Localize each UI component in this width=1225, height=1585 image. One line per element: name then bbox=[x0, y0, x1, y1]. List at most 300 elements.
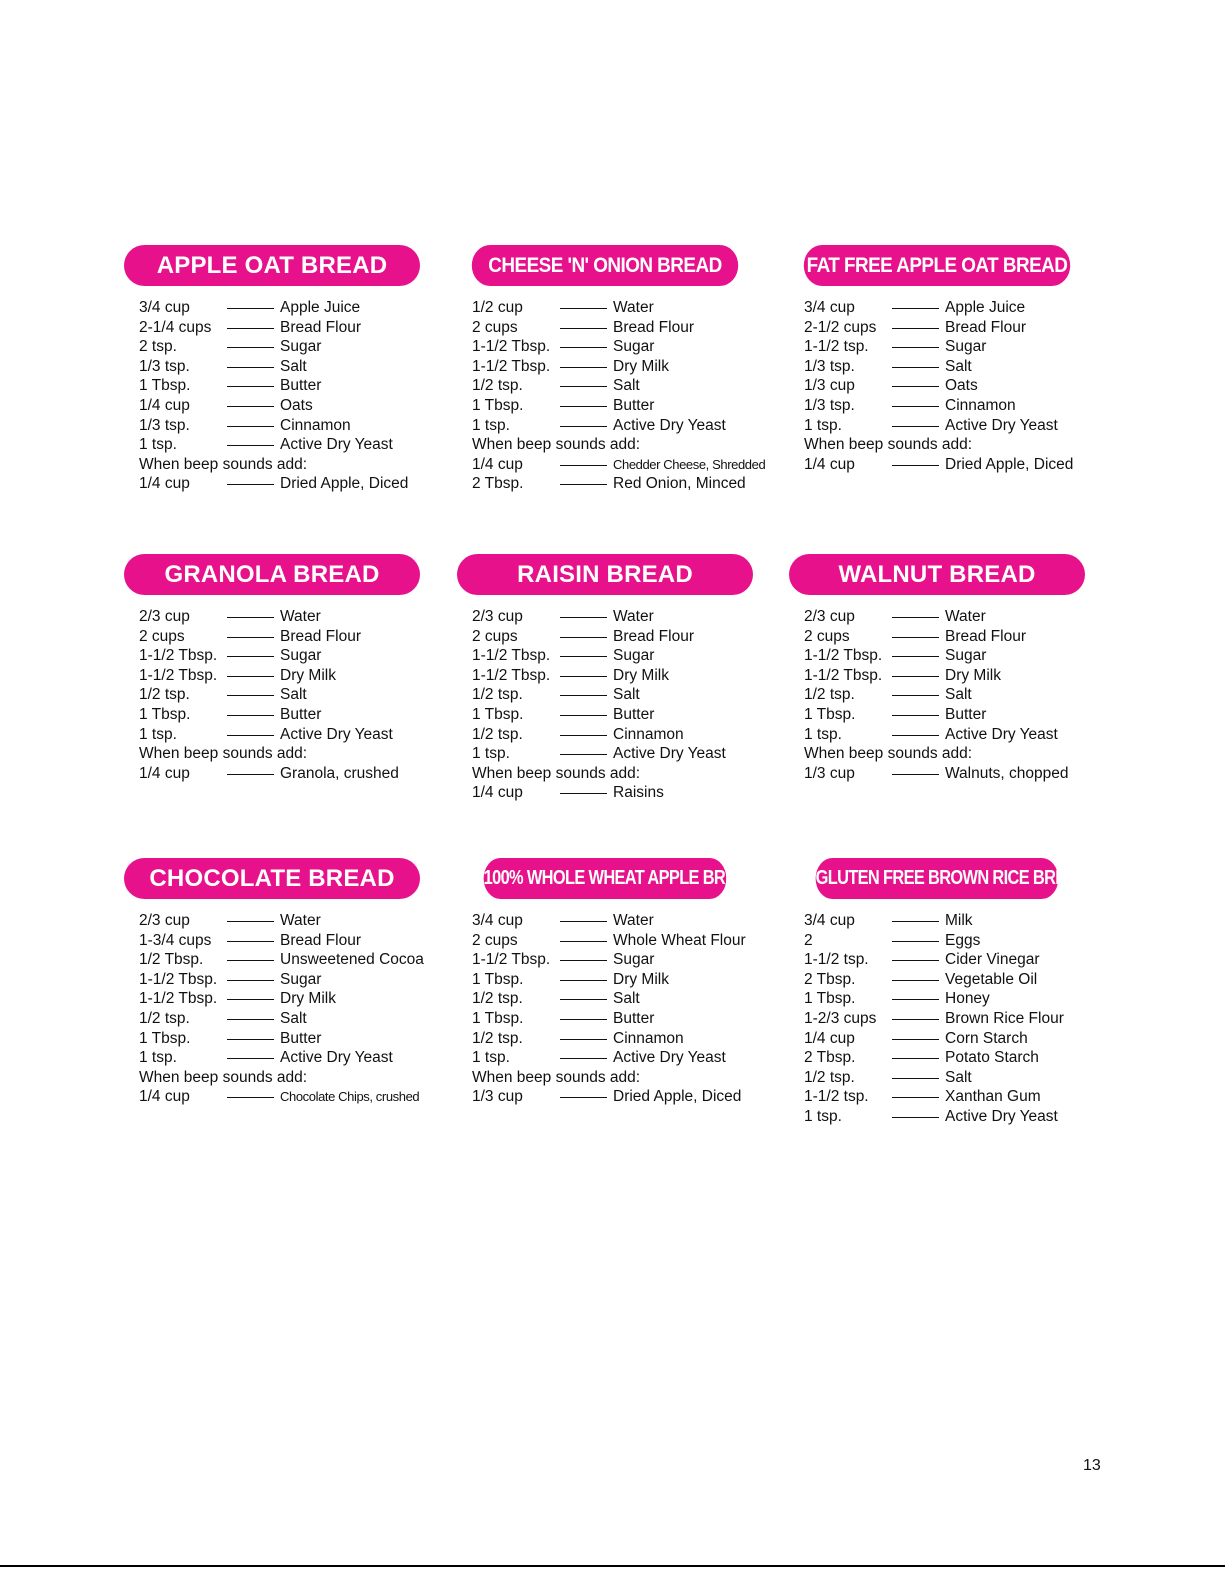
ingredient-list bbox=[139, 911, 424, 1107]
ingredient-name: Bread Flour bbox=[613, 627, 694, 645]
ingredient-name: Butter bbox=[280, 705, 322, 723]
ingredient-name: Salt bbox=[945, 357, 972, 375]
ingredient-quantity: 1-1/2 Tbsp. bbox=[139, 970, 218, 988]
leader-line bbox=[227, 367, 274, 368]
ingredient-row bbox=[804, 911, 1085, 931]
leader-line bbox=[560, 656, 607, 657]
ingredient-quantity: 2 cups bbox=[139, 627, 185, 645]
leader-line bbox=[892, 347, 939, 348]
ingredient-quantity: 1/3 cup bbox=[804, 764, 855, 782]
ingredient-quantity: 1 Tbsp. bbox=[472, 705, 524, 723]
leader-line bbox=[560, 999, 607, 1000]
leader-line bbox=[892, 426, 939, 427]
ingredient-row bbox=[804, 298, 1085, 318]
ingredient-name: Sugar bbox=[280, 970, 322, 988]
leader-line bbox=[227, 386, 274, 387]
leader-line bbox=[227, 999, 274, 1000]
ingredient-quantity: 1-1/2 Tbsp. bbox=[472, 951, 551, 969]
leader-line bbox=[892, 308, 939, 309]
ingredient-name: Corn Starch bbox=[945, 1029, 1028, 1047]
ingredient-quantity: 1/2 Tbsp. bbox=[139, 951, 204, 969]
ingredient-name: Active Dry Yeast bbox=[280, 436, 393, 454]
ingredient-name: Bread Flour bbox=[945, 627, 1026, 645]
ingredient-name: Granola, crushed bbox=[280, 764, 399, 782]
ingredient-name: Sugar bbox=[613, 647, 655, 665]
ingredient-row bbox=[472, 1087, 753, 1107]
ingredient-name: Salt bbox=[280, 686, 307, 704]
leader-line bbox=[892, 637, 939, 638]
ingredient-row bbox=[472, 989, 753, 1009]
ingredient-name: Dry Milk bbox=[613, 970, 669, 988]
ingredient-row bbox=[804, 1107, 1085, 1127]
recipe-walnut-bread bbox=[789, 554, 1085, 783]
ingredient-name: Salt bbox=[945, 1068, 972, 1086]
ingredient-quantity: 1 Tbsp. bbox=[139, 705, 191, 723]
ingredient-row bbox=[472, 970, 753, 990]
ingredient-quantity: 1 tsp. bbox=[472, 416, 510, 434]
leader-line bbox=[227, 406, 274, 407]
ingredient-name: Xanthan Gum bbox=[945, 1088, 1041, 1106]
ingredient-name: Walnuts, chopped bbox=[945, 764, 1069, 782]
leader-line bbox=[892, 774, 939, 775]
ingredient-row bbox=[804, 989, 1085, 1009]
recipe-cheese-n-onion-bread bbox=[457, 245, 766, 494]
ingredient-quantity: 1/3 cup bbox=[472, 1088, 523, 1106]
ingredient-name: Brown Rice Flour bbox=[945, 1009, 1064, 1027]
ingredient-row bbox=[804, 1068, 1085, 1088]
ingredient-name: Salt bbox=[280, 1009, 307, 1027]
ingredient-row bbox=[472, 783, 753, 803]
leader-line bbox=[560, 484, 607, 485]
recipe-title: CHOCOLATE BREAD bbox=[124, 858, 420, 899]
leader-line bbox=[227, 328, 274, 329]
ingredient-row bbox=[804, 666, 1085, 686]
ingredient-name: Cinnamon bbox=[613, 725, 684, 743]
ingredient-quantity: 1/2 tsp. bbox=[804, 1068, 855, 1086]
ingredient-name: Eggs bbox=[945, 931, 981, 949]
ingredient-quantity: 1-1/2 tsp. bbox=[804, 951, 869, 969]
ingredient-row bbox=[804, 931, 1085, 951]
page-bottom-rule bbox=[0, 1565, 1225, 1567]
leader-line bbox=[227, 735, 274, 736]
ingredient-name: Salt bbox=[613, 377, 640, 395]
ingredient-quantity: 1 Tbsp. bbox=[472, 396, 524, 414]
leader-line bbox=[227, 347, 274, 348]
ingredient-row bbox=[139, 911, 420, 931]
ingredient-quantity: 1 Tbsp. bbox=[804, 990, 856, 1008]
ingredient-row bbox=[139, 435, 420, 455]
ingredient-row bbox=[804, 646, 1085, 666]
leader-line bbox=[227, 941, 274, 942]
leader-line bbox=[560, 921, 607, 922]
recipe-granola-bread bbox=[124, 554, 420, 783]
ingredient-name: Active Dry Yeast bbox=[613, 416, 726, 434]
ingredient-quantity: 3/4 cup bbox=[472, 912, 523, 929]
recipe-raisin-bread bbox=[457, 554, 753, 803]
leader-line bbox=[560, 465, 607, 466]
ingredient-row bbox=[804, 337, 1085, 357]
ingredient-row bbox=[472, 357, 753, 377]
ingredient-row bbox=[139, 666, 420, 686]
ingredient-row bbox=[139, 416, 420, 436]
leader-line bbox=[227, 960, 274, 961]
ingredient-row bbox=[139, 931, 420, 951]
ingredient-name: Dry Milk bbox=[280, 990, 336, 1008]
ingredient-name: Sugar bbox=[280, 647, 322, 665]
ingredient-row bbox=[472, 911, 753, 931]
ingredient-row bbox=[139, 318, 420, 338]
ingredient-name: Salt bbox=[280, 357, 307, 375]
ingredient-name: Salt bbox=[613, 990, 640, 1008]
leader-line bbox=[227, 1097, 274, 1098]
leader-line bbox=[892, 1078, 939, 1079]
leader-line bbox=[227, 1039, 274, 1040]
leader-line bbox=[892, 656, 939, 657]
ingredient-row bbox=[804, 1087, 1085, 1107]
ingredient-quantity: 1/4 cup bbox=[139, 396, 190, 414]
ingredient-name: Butter bbox=[613, 705, 655, 723]
ingredient-row bbox=[139, 357, 420, 377]
ingredient-name: Cider Vinegar bbox=[945, 951, 1040, 969]
ingredient-name: Bread Flour bbox=[280, 627, 361, 645]
ingredient-quantity: 1 tsp. bbox=[804, 416, 842, 434]
ingredient-quantity: 1/3 tsp. bbox=[139, 416, 190, 434]
ingredient-row bbox=[472, 666, 753, 686]
ingredient-quantity: 3/4 cup bbox=[804, 299, 855, 316]
leader-line bbox=[227, 308, 274, 309]
ingredient-row bbox=[139, 725, 420, 745]
ingredient-row bbox=[472, 455, 766, 475]
ingredient-row bbox=[139, 474, 420, 494]
ingredient-list bbox=[472, 298, 766, 494]
ingredient-name: Active Dry Yeast bbox=[945, 1107, 1058, 1125]
ingredient-name: Water bbox=[613, 299, 654, 316]
ingredient-name: Butter bbox=[945, 705, 987, 723]
ingredient-row bbox=[472, 744, 753, 764]
ingredient-name: Dry Milk bbox=[613, 357, 669, 375]
ingredient-name: Cinnamon bbox=[945, 396, 1016, 414]
recipe-gluten-free-brown-rice-bread bbox=[789, 858, 1088, 1127]
ingredient-row bbox=[804, 376, 1085, 396]
ingredient-row bbox=[139, 1029, 420, 1049]
ingredient-name: Dry Milk bbox=[280, 666, 336, 684]
leader-line bbox=[560, 1019, 607, 1020]
ingredient-quantity: 1-1/2 Tbsp. bbox=[472, 647, 551, 665]
ingredient-name: Water bbox=[280, 608, 321, 625]
leader-line bbox=[892, 406, 939, 407]
ingredient-name: Water bbox=[613, 608, 654, 625]
leader-line bbox=[560, 347, 607, 348]
leader-line bbox=[227, 1019, 274, 1020]
ingredient-row bbox=[139, 298, 420, 318]
ingredient-row bbox=[804, 357, 1085, 377]
leader-line bbox=[227, 676, 274, 677]
ingredient-quantity: 2 Tbsp. bbox=[472, 475, 524, 493]
leader-line bbox=[227, 445, 274, 446]
ingredient-quantity: 2 Tbsp. bbox=[804, 1049, 856, 1067]
beep-note: When beep sounds add: bbox=[472, 764, 641, 782]
recipe-chocolate-bread bbox=[124, 858, 424, 1107]
ingredient-row bbox=[139, 1009, 420, 1029]
ingredient-row bbox=[804, 685, 1085, 705]
ingredient-quantity: 1 tsp. bbox=[472, 745, 510, 763]
ingredient-quantity: 2 cups bbox=[804, 627, 850, 645]
ingredient-list bbox=[804, 298, 1085, 474]
ingredient-name: Honey bbox=[945, 990, 990, 1008]
leader-line bbox=[227, 980, 274, 981]
ingredient-quantity: 1-1/2 Tbsp. bbox=[139, 990, 218, 1008]
ingredient-row bbox=[472, 474, 753, 494]
ingredient-name: Milk bbox=[945, 912, 973, 929]
ingredient-name: Apple Juice bbox=[945, 299, 1026, 316]
beep-note: When beep sounds add: bbox=[804, 436, 973, 454]
ingredient-row bbox=[804, 950, 1085, 970]
ingredient-row bbox=[472, 376, 753, 396]
ingredient-quantity: 1/2 tsp. bbox=[472, 686, 523, 704]
ingredient-quantity: 1-1/2 tsp. bbox=[804, 1088, 869, 1106]
ingredient-quantity: 1/4 cup bbox=[472, 455, 523, 473]
ingredient-quantity: 1/3 tsp. bbox=[804, 357, 855, 375]
ingredient-quantity: 1/2 tsp. bbox=[804, 686, 855, 704]
ingredient-name: Vegetable Oil bbox=[945, 970, 1038, 988]
ingredient-row bbox=[472, 931, 753, 951]
leader-line bbox=[892, 999, 939, 1000]
ingredient-row bbox=[804, 725, 1085, 745]
ingredient-row bbox=[472, 607, 753, 627]
ingredient-list bbox=[139, 607, 420, 783]
leader-line bbox=[892, 1117, 939, 1118]
ingredient-name: Red Onion, Minced bbox=[613, 475, 746, 493]
beep-note: When beep sounds add: bbox=[804, 745, 973, 763]
leader-line bbox=[892, 921, 939, 922]
leader-line bbox=[892, 386, 939, 387]
ingredient-quantity: 1/3 cup bbox=[804, 377, 855, 395]
leader-line bbox=[892, 695, 939, 696]
leader-line bbox=[227, 774, 274, 775]
ingredient-row bbox=[804, 607, 1085, 627]
ingredient-name: Chedder Cheese, Shredded bbox=[613, 456, 766, 472]
ingredient-row bbox=[139, 685, 420, 705]
ingredient-quantity: 1-1/2 Tbsp. bbox=[139, 647, 218, 665]
recipe-title: GLUTEN FREE BROWN RICE BREAD bbox=[816, 858, 1059, 899]
ingredient-quantity: 2 tsp. bbox=[139, 338, 177, 356]
ingredient-name: Water bbox=[280, 912, 321, 929]
leader-line bbox=[892, 1019, 939, 1020]
leader-line bbox=[227, 617, 274, 618]
ingredient-row bbox=[472, 1048, 753, 1068]
ingredient-row bbox=[472, 627, 753, 647]
ingredient-name: Sugar bbox=[613, 951, 655, 969]
beep-note: When beep sounds add: bbox=[139, 455, 308, 473]
ingredient-quantity: 1 tsp. bbox=[472, 1049, 510, 1067]
ingredient-list bbox=[472, 911, 753, 1107]
ingredient-quantity: 1/2 tsp. bbox=[472, 1029, 523, 1047]
ingredient-row bbox=[804, 764, 1085, 784]
ingredient-quantity: 2 Tbsp. bbox=[804, 970, 856, 988]
ingredient-quantity: 1 tsp. bbox=[139, 436, 177, 454]
ingredient-quantity: 1 tsp. bbox=[139, 725, 177, 743]
leader-line bbox=[560, 960, 607, 961]
ingredient-quantity: 1/2 cup bbox=[472, 299, 523, 316]
leader-line bbox=[892, 735, 939, 736]
leader-line bbox=[560, 406, 607, 407]
ingredient-name: Water bbox=[613, 912, 654, 929]
ingredient-row bbox=[139, 970, 420, 990]
ingredient-name: Butter bbox=[280, 1029, 322, 1047]
recipe-apple-oat-bread bbox=[124, 245, 420, 494]
ingredient-row bbox=[804, 970, 1085, 990]
ingredient-name: Active Dry Yeast bbox=[613, 745, 726, 763]
ingredient-row bbox=[804, 416, 1085, 436]
recipe-title: RAISIN BREAD bbox=[457, 554, 753, 595]
ingredient-quantity: 1-1/2 Tbsp. bbox=[472, 357, 551, 375]
ingredient-quantity: 1 Tbsp. bbox=[139, 377, 191, 395]
leader-line bbox=[560, 980, 607, 981]
ingredient-name: Dry Milk bbox=[945, 666, 1001, 684]
ingredient-row bbox=[804, 1029, 1085, 1049]
ingredient-name: Salt bbox=[613, 686, 640, 704]
ingredient-name: Whole Wheat Flour bbox=[613, 931, 746, 949]
ingredient-name: Salt bbox=[945, 686, 972, 704]
ingredient-row bbox=[472, 705, 753, 725]
ingredient-name: Oats bbox=[280, 396, 313, 414]
ingredient-row bbox=[804, 705, 1085, 725]
leader-line bbox=[560, 426, 607, 427]
leader-line bbox=[892, 1058, 939, 1059]
ingredient-name: Sugar bbox=[945, 338, 987, 356]
leader-line bbox=[227, 484, 274, 485]
ingredient-quantity: 1-1/2 Tbsp. bbox=[139, 666, 218, 684]
leader-line bbox=[892, 1039, 939, 1040]
ingredient-row bbox=[139, 764, 420, 784]
ingredient-quantity: 3/4 cup bbox=[804, 912, 855, 929]
page-number: 13 bbox=[1083, 1457, 1101, 1474]
ingredient-row bbox=[804, 318, 1085, 338]
recipe-title: FAT FREE APPLE OAT BREAD bbox=[804, 245, 1070, 286]
ingredient-name: Bread Flour bbox=[613, 318, 694, 336]
ingredient-name: Active Dry Yeast bbox=[945, 416, 1058, 434]
ingredient-row bbox=[139, 376, 420, 396]
ingredient-quantity: 2-1/4 cups bbox=[139, 318, 212, 336]
ingredient-row bbox=[472, 1029, 753, 1049]
ingredient-quantity: 1/2 tsp. bbox=[472, 725, 523, 743]
ingredient-quantity: 1 Tbsp. bbox=[139, 1029, 191, 1047]
leader-line bbox=[560, 386, 607, 387]
ingredient-name: Sugar bbox=[280, 338, 322, 356]
ingredient-row bbox=[472, 318, 753, 338]
ingredient-row bbox=[139, 607, 420, 627]
ingredient-quantity: 1/4 cup bbox=[804, 455, 855, 473]
ingredient-quantity: 2/3 cup bbox=[139, 912, 190, 929]
leader-line bbox=[227, 695, 274, 696]
ingredient-quantity: 1/2 tsp. bbox=[139, 686, 190, 704]
leader-line bbox=[560, 1058, 607, 1059]
recipe-title: CHEESE 'N' ONION BREAD bbox=[472, 245, 738, 286]
leader-line bbox=[892, 465, 939, 466]
ingredient-name: Bread Flour bbox=[280, 318, 361, 336]
ingredient-row bbox=[472, 337, 753, 357]
recipe-title: APPLE OAT BREAD bbox=[124, 245, 420, 286]
ingredient-name: Water bbox=[945, 608, 986, 625]
ingredient-quantity: 1/3 tsp. bbox=[139, 357, 190, 375]
ingredient-name: Active Dry Yeast bbox=[280, 725, 393, 743]
ingredient-quantity: 1-1/2 Tbsp. bbox=[472, 338, 551, 356]
ingredient-name: Chocolate Chips, crushed bbox=[280, 1089, 420, 1105]
ingredient-name: Sugar bbox=[613, 338, 655, 356]
leader-line bbox=[227, 637, 274, 638]
ingredient-name: Cinnamon bbox=[613, 1029, 684, 1047]
leader-line bbox=[892, 960, 939, 961]
ingredient-quantity: 2/3 cup bbox=[139, 608, 190, 625]
ingredient-row bbox=[139, 1048, 420, 1068]
ingredient-name: Dried Apple, Diced bbox=[613, 1088, 742, 1106]
leader-line bbox=[892, 367, 939, 368]
leader-line bbox=[892, 676, 939, 677]
leader-line bbox=[560, 735, 607, 736]
ingredient-quantity: 2 cups bbox=[472, 931, 518, 949]
leader-line bbox=[227, 426, 274, 427]
leader-line bbox=[892, 715, 939, 716]
leader-line bbox=[560, 637, 607, 638]
beep-note: When beep sounds add: bbox=[139, 1068, 308, 1086]
leader-line bbox=[227, 921, 274, 922]
ingredient-quantity: 1-1/2 Tbsp. bbox=[804, 666, 883, 684]
ingredient-quantity: 1 tsp. bbox=[139, 1049, 177, 1067]
ingredient-quantity: 2/3 cup bbox=[472, 608, 523, 625]
ingredient-row bbox=[472, 1009, 753, 1029]
ingredient-row bbox=[472, 685, 753, 705]
ingredient-quantity: 2 bbox=[804, 931, 813, 949]
leader-line bbox=[560, 1097, 607, 1098]
ingredient-quantity: 1/4 cup bbox=[139, 1088, 190, 1106]
leader-line bbox=[560, 754, 607, 755]
ingredient-name: Butter bbox=[613, 1009, 655, 1027]
ingredient-name: Dried Apple, Diced bbox=[945, 455, 1074, 473]
ingredient-row bbox=[472, 646, 753, 666]
leader-line bbox=[560, 715, 607, 716]
ingredient-quantity: 1 Tbsp. bbox=[472, 1009, 524, 1027]
ingredient-row bbox=[139, 337, 420, 357]
leader-line bbox=[560, 695, 607, 696]
ingredient-quantity: 2/3 cup bbox=[804, 608, 855, 625]
ingredient-row bbox=[804, 396, 1085, 416]
ingredient-name: Sugar bbox=[945, 647, 987, 665]
ingredient-name: Active Dry Yeast bbox=[280, 1049, 393, 1067]
ingredient-quantity: 3/4 cup bbox=[139, 299, 190, 316]
ingredient-quantity: 1/4 cup bbox=[472, 784, 523, 802]
leader-line bbox=[560, 1039, 607, 1040]
ingredient-quantity: 1-2/3 cups bbox=[804, 1009, 877, 1027]
ingredient-list bbox=[472, 607, 753, 803]
ingredient-quantity: 1 tsp. bbox=[804, 725, 842, 743]
ingredient-name: Bread Flour bbox=[280, 931, 361, 949]
ingredient-name: Butter bbox=[280, 377, 322, 395]
ingredient-quantity: 1/3 tsp. bbox=[804, 396, 855, 414]
ingredient-list bbox=[804, 607, 1085, 783]
ingredient-row bbox=[139, 950, 424, 970]
ingredient-quantity: 1 Tbsp. bbox=[804, 705, 856, 723]
ingredient-quantity: 1/4 cup bbox=[139, 764, 190, 782]
ingredient-name: Cinnamon bbox=[280, 416, 351, 434]
recipe-title: GRANOLA BREAD bbox=[124, 554, 420, 595]
leader-line bbox=[227, 715, 274, 716]
recipe-title: WALNUT BREAD bbox=[789, 554, 1085, 595]
ingredient-row bbox=[139, 646, 420, 666]
ingredient-row bbox=[804, 1009, 1085, 1029]
leader-line bbox=[227, 1058, 274, 1059]
leader-line bbox=[892, 617, 939, 618]
ingredient-name: Dry Milk bbox=[613, 666, 669, 684]
